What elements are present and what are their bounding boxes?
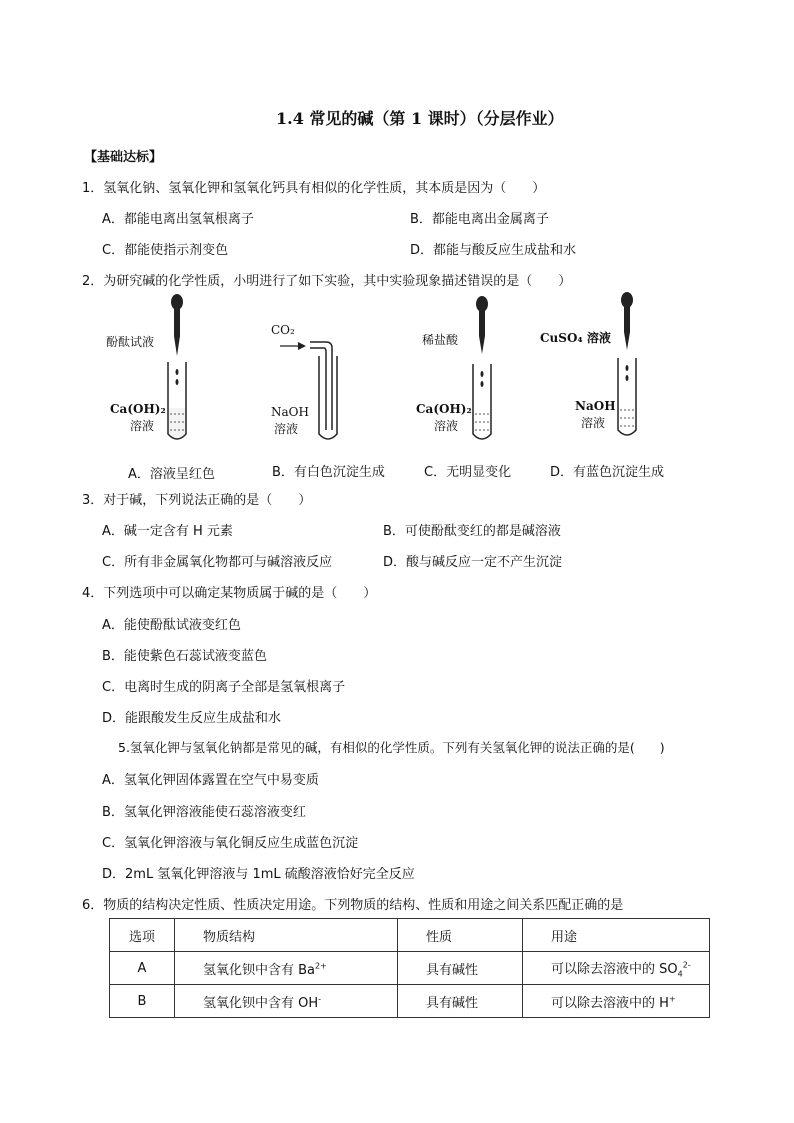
label-hydrochloric-acid: 稀盐酸 [422, 333, 459, 347]
experiment-b [271, 323, 337, 439]
table-header-row [110, 919, 710, 952]
question-1-option-d: D．都能与酸反应生成盐和水 [410, 243, 577, 258]
label-solution-d: 溶液 [581, 416, 606, 430]
charge-sup: 2- [682, 960, 691, 970]
question-6-table [109, 918, 710, 1018]
question-5-option-b: B．氢氧化钾溶液能使石蕊溶液变红 [102, 805, 306, 820]
question-1-option-a: A．都能电离出氢氧根离子 [102, 212, 254, 227]
label-solution-a: 溶液 [130, 419, 155, 433]
cell-property: 具有碱性 [398, 952, 523, 985]
question-4-option-b: B．能使紫色石蕊试液变蓝色 [102, 649, 267, 664]
experiment-d [540, 292, 636, 435]
page-title: 1.4 常见的碱（第 1 课时）（分层作业） [276, 109, 564, 128]
cell-structure [175, 985, 398, 1018]
use-text: 可以除去溶液中的 H [551, 995, 669, 1011]
charge-sup: + [668, 994, 676, 1004]
cell-option: B [110, 985, 175, 1018]
question-3-option-c: C．所有非金属氧化物都可与碱溶液反应 [102, 555, 333, 570]
question-2-option-d: D．有蓝色沉淀生成 [550, 465, 665, 480]
question-5-stem: 5.氢氧化钾与氢氧化钠都是常见的碱，有相似的化学性质。下列有关氢氧化钾的说法正确的是( ) [118, 740, 665, 755]
label-caoh2-c: Ca(OH)₂ [416, 402, 472, 416]
test-tube-icon [473, 364, 491, 439]
label-caoh2-a: Ca(OH)₂ [110, 402, 166, 416]
question-3-stem: 3．对于碱，下列说法正确的是（ ） [82, 493, 312, 508]
test-tube-icon [618, 358, 636, 435]
question-3-option-a: A．碱一定含有 H 元素 [102, 524, 233, 539]
question-4-option-c: C．电离时生成的阴离子全部是氢氧根离子 [102, 680, 346, 695]
header-property: 性质 [398, 919, 523, 952]
structure-text: 氢氧化钡中含有 OH [203, 995, 319, 1011]
use-text: 可以除去溶液中的 SO [551, 961, 678, 977]
question-4-option-a: A．能使酚酞试液变红色 [102, 618, 241, 633]
section-heading: 【基础达标】 [84, 150, 163, 165]
cell-use [523, 985, 710, 1018]
charge-sup: 2+ [315, 961, 327, 971]
header-use: 用途 [523, 919, 710, 952]
test-tube-icon [168, 362, 186, 439]
label-solution-b: 溶液 [274, 422, 299, 436]
dropper-icon [621, 292, 633, 350]
question-2-option-c: C．无明显变化 [424, 465, 512, 480]
formula-sub: 4 [677, 969, 683, 979]
question-1-option-b: B．都能电离出金属离子 [410, 212, 549, 227]
label-naoh-d: NaOH [575, 399, 616, 413]
label-naoh-b: NaOH [271, 405, 309, 419]
charge-sup: - [318, 994, 322, 1004]
cell-structure [175, 952, 398, 985]
dropper-icon [476, 296, 488, 354]
cell-option: A [110, 952, 175, 985]
question-1-option-c: C．都能使指示剂变色 [102, 243, 229, 258]
label-cuso4: CuSO₄ 溶液 [540, 331, 611, 345]
question-5-option-d: D．2mL 氢氧化钾溶液与 1mL 硫酸溶液恰好完全反应 [102, 867, 415, 882]
experiment-a [106, 294, 186, 439]
structure-text: 氢氧化钡中含有 Ba [203, 962, 316, 978]
dropper-icon [171, 294, 183, 356]
question-2-option-b: B．有白色沉淀生成 [272, 465, 385, 480]
question-3-option-b: B．可使酚酞变红的都是碱溶液 [383, 524, 561, 539]
table-row [110, 985, 710, 1018]
question-3-option-d: D．酸与碱反应一定不产生沉淀 [383, 555, 563, 570]
question-4-option-d: D．能跟酸发生反应生成盐和水 [102, 711, 282, 726]
question-5-option-a: A．氢氧化钾固体露置在空气中易变质 [102, 773, 319, 788]
table-row [110, 952, 710, 985]
question-5-option-c: C．氢氧化钾溶液与氧化铜反应生成蓝色沉淀 [102, 836, 359, 851]
test-tube-icon [319, 356, 337, 439]
header-option: 选项 [110, 919, 175, 952]
question-2-option-a: A．溶液呈红色 [128, 467, 215, 482]
cell-use [523, 952, 710, 985]
question-4-stem: 4．下列选项中可以确定某物质属于碱的是（ ） [82, 586, 377, 601]
question-6-stem: 6．物质的结构决定性质、性质决定用途。下列物质的结构、性质和用途之间关系匹配正确的是 [82, 898, 624, 913]
label-phenolphthalein: 酚酞试液 [106, 335, 155, 349]
header-structure: 物质结构 [175, 919, 398, 952]
experiment-c [416, 296, 491, 439]
label-co2: CO₂ [271, 323, 295, 337]
question-2-stem: 2．为研究碱的化学性质，小明进行了如下实验，其中实验现象描述错误的是（ ） [82, 274, 572, 289]
cell-property: 具有碱性 [398, 985, 523, 1018]
label-solution-c: 溶液 [434, 419, 459, 433]
experiment-figure [100, 290, 700, 450]
question-1-stem: 1．氢氧化钠、氢氧化钾和氢氧化钙具有相似的化学性质，其本质是因为（ ） [82, 181, 546, 196]
